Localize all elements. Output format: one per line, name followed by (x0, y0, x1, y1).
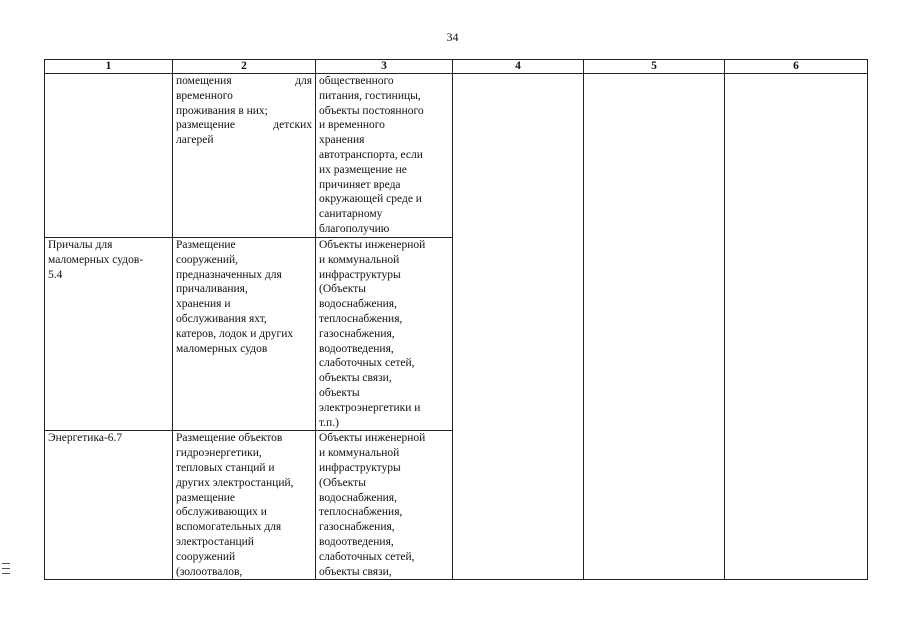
margin-line (2, 573, 10, 574)
text-line: (Объекты (319, 283, 366, 296)
text-line: сооружений (176, 550, 236, 563)
text-line: проживания в них; (176, 104, 268, 117)
text-line: размещение (176, 491, 235, 504)
text-line: обслуживающих и (176, 506, 267, 519)
margin-marks (2, 563, 10, 578)
text-line: т.п.) (319, 416, 339, 429)
text-line: гидроэнергетики, (176, 447, 262, 460)
text-line: объекты связи, (319, 372, 392, 385)
cell-permitted-objects (316, 238, 453, 431)
text-line: временного (176, 89, 233, 102)
cell-permitted-objects (316, 74, 453, 238)
text-line: объекты (319, 386, 360, 399)
text-line: причиняет вреда (319, 178, 401, 191)
text-line: (Объекты (319, 476, 366, 489)
cell-use-description (173, 238, 316, 431)
text-line: хранения и (176, 298, 231, 311)
text-line: катеров, лодок и других (176, 327, 294, 340)
text-line: автотранспорта, если (319, 148, 423, 161)
text-line: обслуживания яхт, (176, 312, 267, 325)
text-line: инфраструктуры (319, 268, 401, 281)
text-line: вспомогательных для (176, 521, 282, 534)
text-line: хранения (319, 134, 365, 147)
text-line: Размещение (176, 239, 236, 251)
text-line: объекты постоянного (319, 104, 424, 117)
text-line: инфраструктуры (319, 461, 401, 474)
text-line: других электростанций, (176, 476, 294, 489)
text-line: электроэнергетики и (319, 401, 421, 414)
header-col-6: 6 (725, 60, 868, 74)
cell-col-6 (725, 74, 868, 580)
text-line: санитарному (319, 208, 383, 221)
text-line: 5.4 (48, 268, 63, 281)
text-line: водоснабжения, (319, 298, 397, 311)
text-line: Объекты инженерной (319, 432, 426, 445)
text-line: Энергетика-6.7 (48, 432, 123, 445)
cell-use-name (45, 238, 173, 431)
text-line: Объекты инженерной (319, 239, 426, 251)
text-line: водоотведения, (319, 342, 394, 355)
text-line: помещения для (176, 75, 312, 87)
header-col-4: 4 (453, 60, 584, 74)
text-line: (золоотвалов, (176, 565, 243, 578)
page-number: 34 (446, 30, 459, 44)
text-line: маломерных судов- (48, 253, 144, 266)
header-row (45, 60, 868, 74)
margin-line (2, 563, 10, 564)
text-line: тепловых станций и (176, 461, 275, 474)
header-col-2: 2 (173, 60, 316, 74)
text-line: размещение детских (176, 119, 312, 132)
header-col-5: 5 (584, 60, 725, 74)
text-line: слаботочных сетей, (319, 357, 415, 370)
cell-use-name (45, 74, 173, 238)
text-line: объекты связи, (319, 565, 392, 578)
text-line: и коммунальной (319, 447, 400, 460)
text-line: предназначенных для (176, 268, 282, 281)
cell-use-description (173, 74, 316, 238)
text-line: теплоснабжения, (319, 506, 403, 519)
text-line: теплоснабжения, (319, 312, 403, 325)
text-line: лагерей (176, 134, 214, 147)
text-line: газоснабжения, (319, 327, 395, 340)
text-line: водоснабжения, (319, 491, 397, 504)
text-line: слаботочных сетей, (319, 550, 415, 563)
text-line: газоснабжения, (319, 521, 395, 534)
cell-permitted-objects (316, 431, 453, 580)
text-line: сооружений, (176, 253, 239, 266)
text-line: водоотведения, (319, 535, 394, 548)
text-line: Размещение объектов (176, 432, 283, 445)
cell-col-4 (453, 74, 584, 580)
zoning-table (44, 59, 868, 580)
cell-use-description (173, 431, 316, 580)
table-row (45, 74, 868, 238)
cell-col-5 (584, 74, 725, 580)
header-col-3: 3 (316, 60, 453, 74)
text-line: общественного (319, 75, 394, 87)
text-line: и временного (319, 119, 385, 132)
cell-use-name (45, 431, 173, 580)
text-line: питания, гостиницы, (319, 89, 421, 102)
text-line: благополучию (319, 222, 390, 235)
text-line: причаливания, (176, 283, 248, 296)
text-line: электростанций (176, 535, 254, 548)
text-line: маломерных судов (176, 342, 268, 355)
header-col-1: 1 (45, 60, 173, 74)
text-line: и коммунальной (319, 253, 400, 266)
text-line: их размещение не (319, 163, 407, 176)
text-line: окружающей среде и (319, 193, 422, 206)
text-line: Причалы для (48, 239, 113, 251)
margin-line (2, 568, 10, 569)
